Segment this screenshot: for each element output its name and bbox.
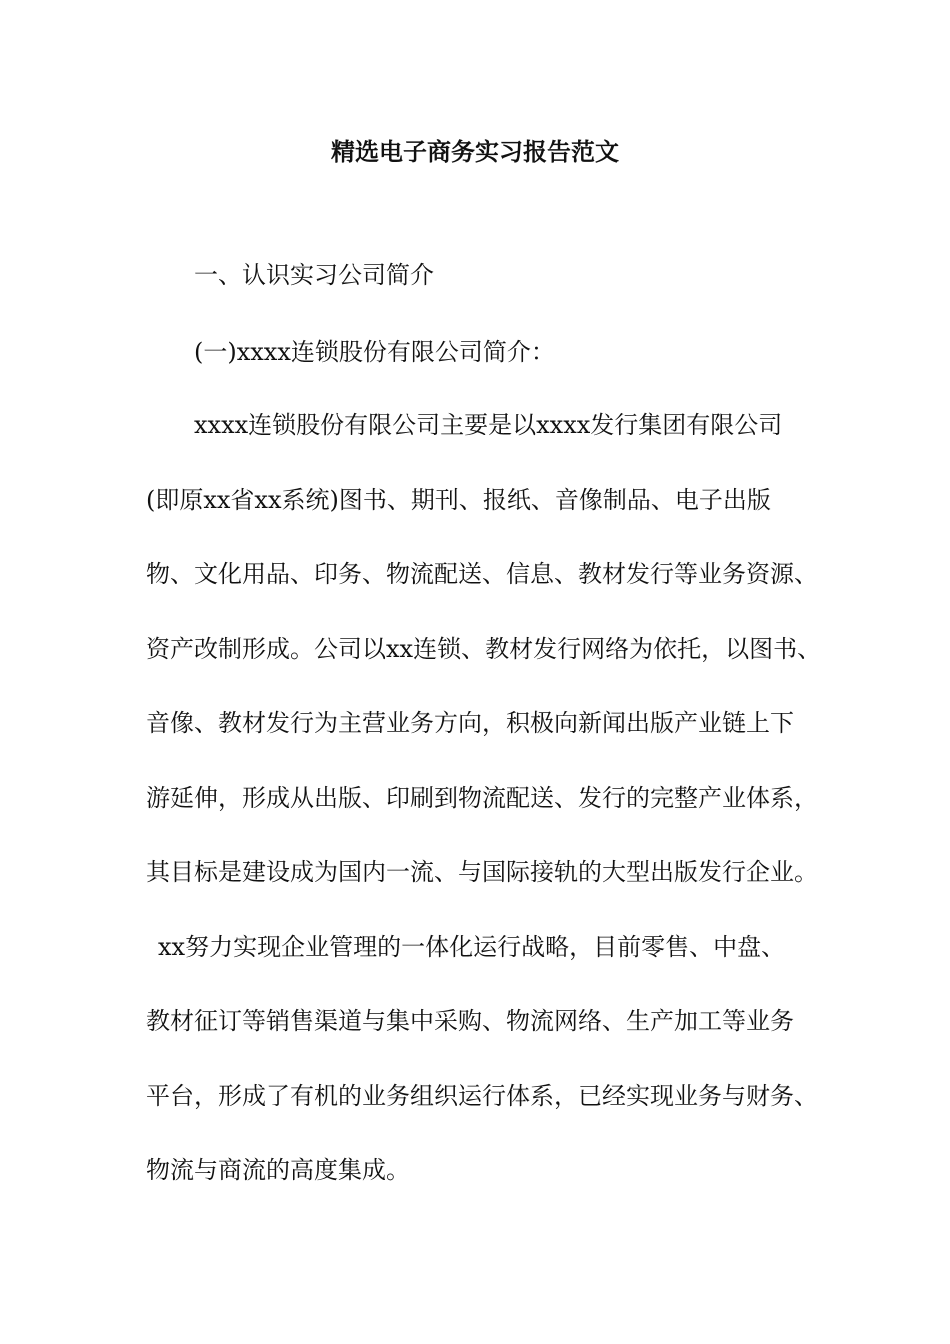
paragraph-line: 其目标是建设成为国内一流、与国际接轨的大型出版发行企业。 <box>146 858 818 886</box>
paragraph-line: xx努力实现企业管理的一体化运行战略，目前零售、中盘、 <box>158 933 786 961</box>
paragraph-line: 音像、教材发行为主营业务方向，积极向新闻出版产业链上下 <box>146 709 794 737</box>
paragraph-line: 资产改制形成。公司以xx连锁、教材发行网络为依托，以图书、 <box>146 635 822 663</box>
paragraph-line: 物流与商流的高度集成。 <box>146 1156 410 1184</box>
paragraph-line: 教材征订等销售渠道与集中采购、物流网络、生产加工等业务 <box>146 1007 794 1035</box>
paragraph-line: xxxx连锁股份有限公司主要是以xxxx发行集团有限公司 <box>194 411 783 439</box>
paragraph-line: (即原xx省xx系统)图书、期刊、报纸、音像制品、电子出版 <box>146 486 771 514</box>
paragraph-line: 游延伸，形成从出版、印刷到物流配送、发行的完整产业体系， <box>146 784 818 812</box>
paragraph-line: 平台，形成了有机的业务组织运行体系，已经实现业务与财务、 <box>146 1082 818 1110</box>
subsection-heading: (一)xxxx连锁股份有限公司简介： <box>194 338 555 366</box>
paragraph-line: 物、文化用品、印务、物流配送、信息、教材发行等业务资源、 <box>146 560 818 588</box>
section-heading: 一、认识实习公司简介 <box>194 261 434 289</box>
document-title: 精选电子商务实习报告范文 <box>331 137 619 166</box>
